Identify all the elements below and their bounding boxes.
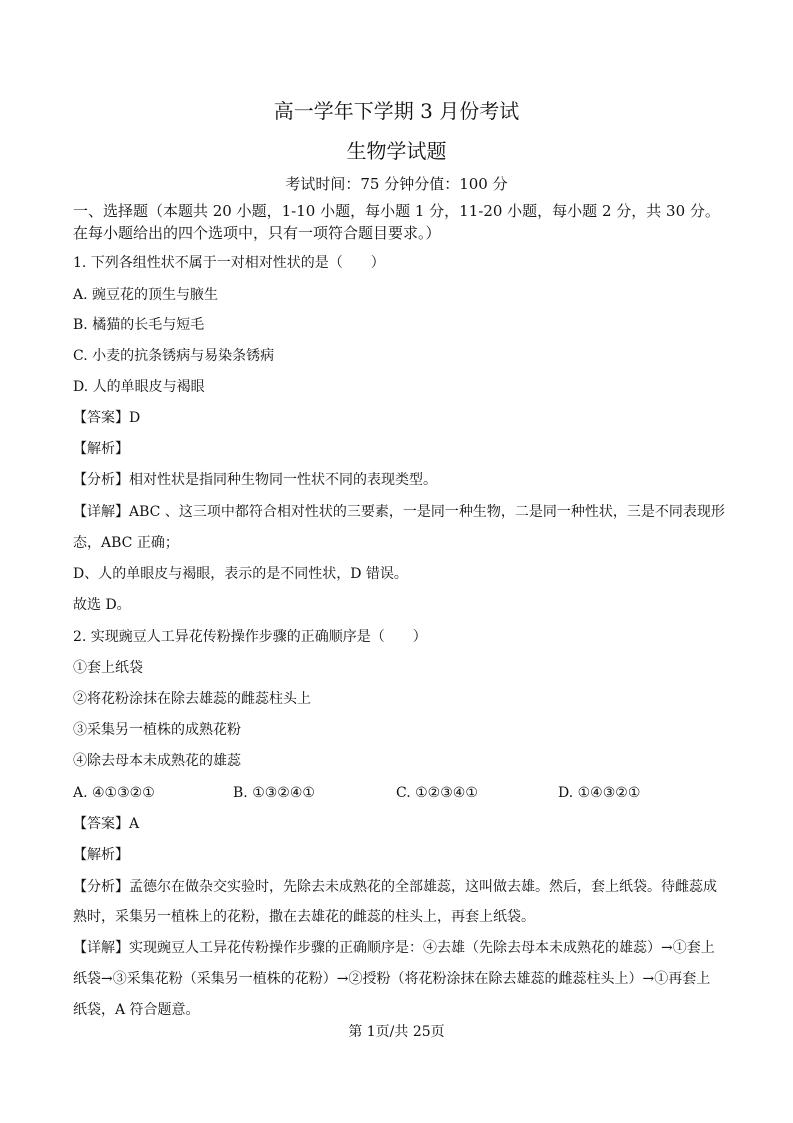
q2-step-3: ③采集另一植株的成熟花粉: [73, 722, 241, 738]
q1-analysis-label: 【解析】: [73, 441, 129, 457]
exam-title: 高一学年下学期 3 月份考试: [273, 99, 520, 123]
q1-detail-line-1: 【详解】ABC 、这三项中都符合相对性状的三要素，一是同一种生物，二是同一种性状，三是不同表现形: [73, 504, 725, 520]
q2-step-1: ①套上纸袋: [73, 660, 143, 676]
section-heading-line-2: 在每小题给出的四个选项中，只有一项符合题目要求。）: [73, 224, 441, 242]
q2-step-4: ④除去母本未成熟花的雄蕊: [73, 753, 241, 769]
q2-choice-b: B. ①③②④①: [233, 785, 315, 801]
q2-detail-line-2: 纸袋→③采集花粉（采集另一植株的花粉）→②授粉（将花粉涂抹在除去雄蕊的雌蕊柱头上）→①再套上: [73, 971, 711, 987]
q1-analysis: 【分析】相对性状是指同种生物同一性状不同的表现类型。: [73, 472, 437, 488]
exam-info: 考试时间：75 分钟分值：100 分: [285, 175, 508, 193]
q1-option-a: A. 豌豆花的顶生与腋生: [73, 287, 219, 303]
q1-option-b: B. 橘猫的长毛与短毛: [73, 317, 205, 333]
q2-choice-d: D. ①④③②①: [558, 785, 641, 801]
q2-answer: 【答案】A: [73, 816, 140, 832]
section-heading-line-1: 一、选择题（本题共 20 小题，1-10 小题，每小题 1 分，11-20 小题，每小题 2 分，共 30 分。: [73, 202, 720, 220]
q1-conclusion: 故选 D。: [73, 597, 131, 613]
q2-analysis-line-2: 熟时，采集另一植株上的花粉，撒在去雄花的雌蕊的柱头上，再套上纸袋。: [73, 909, 535, 925]
q1-detail-line-2: 态，ABC 正确；: [73, 535, 179, 551]
q1-stem: 1. 下列各组性状不属于一对相对性状的是（ ）: [73, 255, 385, 271]
q2-analysis-line-1: 【分析】孟德尔在做杂交实验时，先除去未成熟花的全部雄蕊，这叫做去雄。然后，套上纸袋。待雌蕊成: [73, 879, 717, 895]
exam-subtitle: 生物学试题: [346, 139, 447, 163]
q1-detail-line-3: D、人的单眼皮与褐眼，表示的是不同性状，D 错误。: [73, 566, 408, 582]
q2-detail-line-1: 【详解】实现豌豆人工异花传粉操作步骤的正确顺序是：④去雄（先除去母本未成熟花的雄蕊）→①套上: [73, 940, 715, 956]
q2-step-2: ②将花粉涂抹在除去雄蕊的雌蕊柱头上: [73, 691, 311, 707]
q2-choice-c: C. ①②③④①: [396, 785, 478, 801]
q1-answer: 【答案】D: [73, 410, 141, 426]
q2-stem: 2. 实现豌豆人工异花传粉操作步骤的正确顺序是（ ）: [73, 629, 427, 645]
q2-detail-line-3: 纸袋，A 符合题意。: [73, 1002, 200, 1018]
q2-choice-a: A. ④①③②①: [73, 785, 155, 801]
q1-option-d: D. 人的单眼皮与褐眼: [73, 379, 205, 395]
q2-analysis-label: 【解析】: [73, 847, 129, 863]
page-number: 第 1页/共 25页: [348, 1024, 445, 1040]
q1-option-c: C. 小麦的抗条锈病与易染条锈病: [73, 348, 275, 364]
